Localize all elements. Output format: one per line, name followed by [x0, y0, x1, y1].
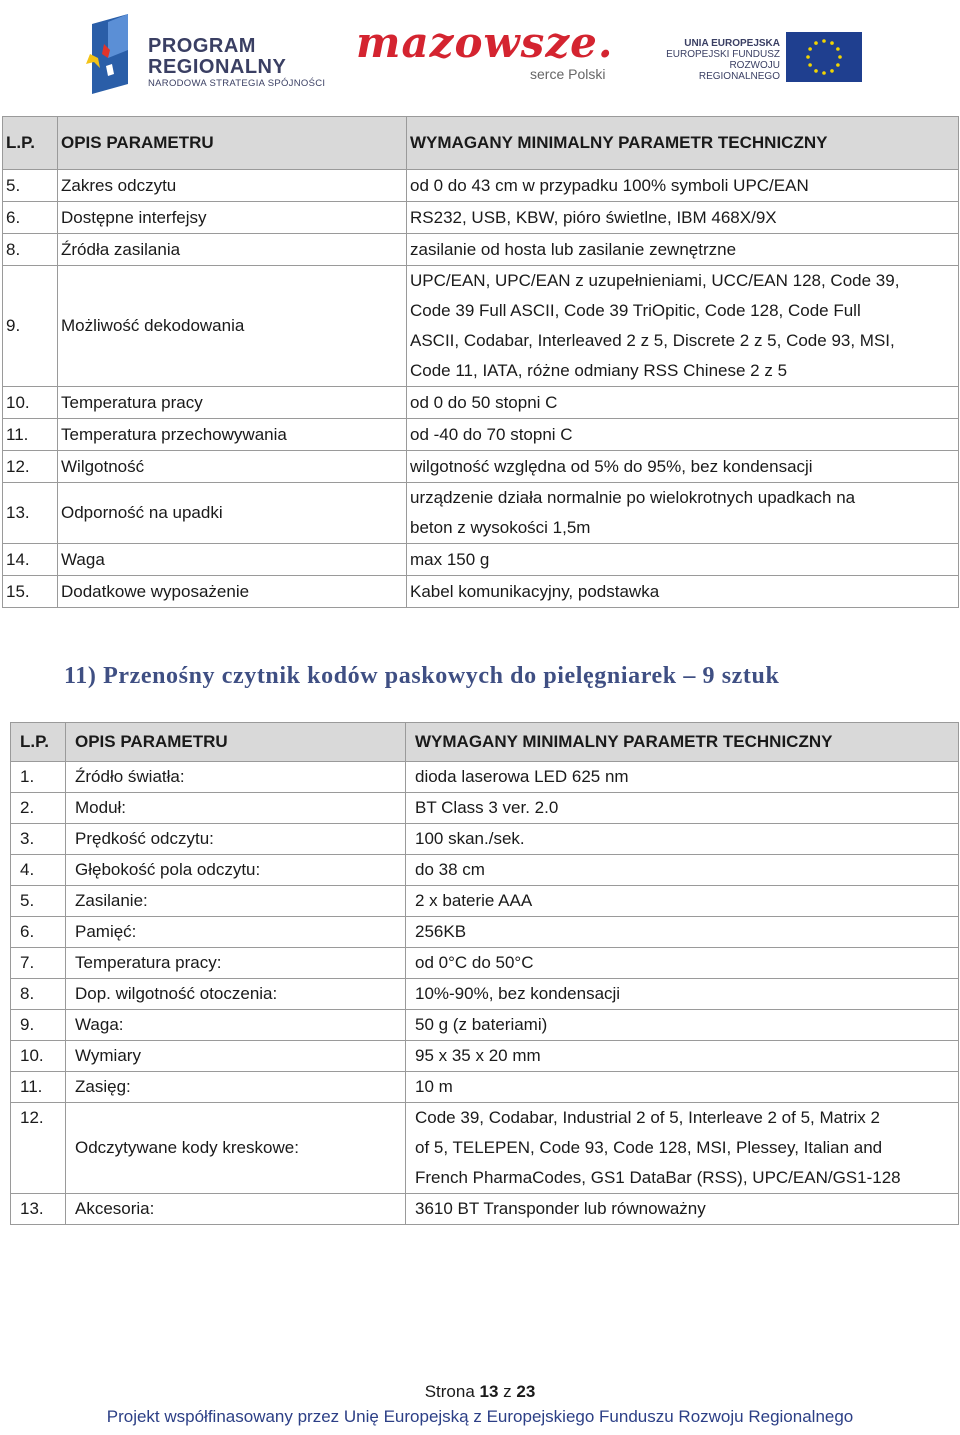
table-row: [11, 948, 959, 979]
table-row: [11, 1041, 959, 1072]
table-row: [3, 170, 959, 202]
eu-star-icon: [822, 39, 826, 43]
header-lp: L.P.: [11, 723, 66, 762]
row-value-line: dioda laserowa LED 625 nm: [415, 767, 629, 786]
row-param: Wilgotność: [58, 451, 407, 483]
table-row: [11, 855, 959, 886]
row-lp: 2.: [11, 793, 66, 824]
row-value-line: od 0 do 43 cm w przypadku 100% symboli UPC/EAN: [410, 175, 809, 195]
row-lp: 10.: [11, 1041, 66, 1072]
row-lp: 15.: [3, 576, 58, 608]
row-param: Akcesoria:: [66, 1194, 406, 1225]
row-param: Zasięg:: [66, 1072, 406, 1103]
row-value-line: 2 x baterie AAA: [415, 891, 533, 910]
table-row: [3, 451, 959, 483]
table-row: [11, 886, 959, 917]
row-lp: 13.: [3, 483, 58, 544]
row-param: Źródło światła:: [66, 762, 406, 793]
row-lp: 6.: [11, 917, 66, 948]
row-param: Moduł:: [66, 793, 406, 824]
row-value: [407, 266, 959, 387]
row-value-line: od 0°C do 50°C: [415, 953, 534, 972]
row-param: Waga:: [66, 1010, 406, 1041]
table-row: [11, 917, 959, 948]
row-lp: 3.: [11, 824, 66, 855]
table-row: [11, 979, 959, 1010]
row-value: [407, 544, 959, 576]
row-lp: 4.: [11, 855, 66, 886]
table-row: [3, 483, 959, 544]
unia-europejska-logo: [646, 32, 868, 84]
row-lp: 10.: [3, 387, 58, 419]
row-param: Dop. wilgotność otoczenia:: [66, 979, 406, 1010]
table-row: [11, 762, 959, 793]
header-param: OPIS PARAMETRU: [58, 117, 407, 170]
row-value-line: 3610 BT Transponder lub równoważny: [415, 1199, 706, 1218]
program-regionalny-emblem-icon: [84, 14, 144, 94]
eu-star-icon: [806, 55, 810, 59]
table-row: [3, 266, 959, 387]
table-row: [3, 202, 959, 234]
header-value: WYMAGANY MINIMALNY PARAMETR TECHNICZNY: [406, 723, 959, 762]
program-regionalny-subtitle: NARODOWA STRATEGIA SPÓJNOŚCI: [148, 78, 326, 89]
row-value-line: beton z wysokości 1,5m: [410, 518, 591, 537]
row-value-line: 10%-90%, bez kondensacji: [415, 984, 621, 1003]
row-lp: 14.: [3, 544, 58, 576]
row-value-line: 256KB: [415, 922, 467, 941]
row-lp: 1.: [11, 762, 66, 793]
eu-star-icon: [830, 69, 834, 73]
row-param: Temperatura przechowywania: [58, 419, 407, 451]
row-value: [407, 170, 959, 202]
row-value: [406, 793, 959, 824]
row-value: [407, 202, 959, 234]
row-value: [406, 855, 959, 886]
header-param: OPIS PARAMETRU: [66, 723, 406, 762]
row-value-line: BT Class 3 ver. 2.0: [415, 798, 559, 817]
row-lp: 9.: [3, 266, 58, 387]
row-value-line: 100 skan./sek.: [415, 829, 525, 848]
row-value-line: 50 g (z bateriami): [415, 1015, 548, 1034]
row-lp: 11.: [3, 419, 58, 451]
header-value: WYMAGANY MINIMALNY PARAMETR TECHNICZNY: [407, 117, 959, 170]
row-param: Waga: [58, 544, 407, 576]
row-value-line: do 38 cm: [415, 860, 485, 879]
eu-star-icon: [808, 63, 812, 67]
header-logos: [0, 0, 960, 100]
row-lp: 12.: [11, 1103, 66, 1194]
eu-star-icon: [830, 41, 834, 45]
row-lp: 11.: [11, 1072, 66, 1103]
row-param: Temperatura pracy: [58, 387, 407, 419]
row-lp: 9.: [11, 1010, 66, 1041]
row-value-line: French PharmaCodes, GS1 DataBar (RSS), UPC/EAN/GS1-128: [415, 1168, 901, 1187]
row-value: [407, 387, 959, 419]
section-title: 11) Przenośny czytnik kodów paskowych do pielęgniarek – 9 sztuk: [64, 663, 780, 689]
row-value-line: max 150 g: [410, 549, 490, 569]
row-param: Temperatura pracy:: [66, 948, 406, 979]
row-param: Źródła zasilania: [58, 234, 407, 266]
eu-star-icon: [808, 47, 812, 51]
row-value-line: ASCII, Codabar, Interleaved 2 z 5, Discrete 2 z 5, Code 93, MSI,: [410, 331, 895, 350]
table-header-row: [11, 723, 959, 762]
row-value: [406, 1041, 959, 1072]
row-value-line: 10 m: [415, 1077, 453, 1096]
row-value-line: RS232, USB, KBW, pióro świetlne, IBM 468X/9X: [410, 207, 777, 227]
table-row: [3, 576, 959, 608]
row-param: Odczytywane kody kreskowe:: [66, 1103, 406, 1194]
mazowsze-subtitle: serce Polski: [530, 66, 606, 82]
row-param: Odporność na upadki: [58, 483, 407, 544]
spec-table-1: [2, 116, 959, 608]
row-value: [406, 1072, 959, 1103]
table-row: [3, 234, 959, 266]
row-param: Wymiary: [66, 1041, 406, 1072]
table-row: [11, 1103, 959, 1194]
row-param: Możliwość dekodowania: [58, 266, 407, 387]
row-param: Pamięć:: [66, 917, 406, 948]
unia-europejska-text: UNIA EUROPEJSKA EUROPEJSKI FUNDUSZ ROZWOJU REGIONALNEGO: [666, 38, 780, 82]
row-lp: 13.: [11, 1194, 66, 1225]
row-value: [406, 1194, 959, 1225]
footer-note: Projekt współfinasowany przez Unię Europejską z Europejskiego Funduszu Rozwoju Regionalnego: [106, 1407, 854, 1426]
row-param: Dodatkowe wyposażenie: [58, 576, 407, 608]
row-value: [407, 234, 959, 266]
eu-star-icon: [836, 47, 840, 51]
row-lp: 5.: [11, 886, 66, 917]
eu-star-icon: [822, 71, 826, 75]
row-value-line: UPC/EAN, UPC/EAN z uzupełnieniami, UCC/EAN 128, Code 39,: [410, 271, 900, 290]
row-value-line: of 5, TELEPEN, Code 93, Code 128, MSI, Plessey, Italian and: [415, 1138, 883, 1157]
program-regionalny-title: PROGRAM REGIONALNY: [148, 35, 287, 78]
table-row: [3, 387, 959, 419]
mazowsze-wordmark: mazowsze.: [356, 18, 614, 67]
header-lp: L.P.: [3, 117, 58, 170]
table-header-row: [3, 117, 959, 170]
row-value-line: od -40 do 70 stopni C: [410, 424, 573, 444]
row-lp: 12.: [3, 451, 58, 483]
eu-flag-icon: [786, 32, 862, 82]
row-param: Prędkość odczytu:: [66, 824, 406, 855]
program-regionalny-logo: [84, 14, 324, 96]
row-value: [407, 419, 959, 451]
row-value-line: Code 39, Codabar, Industrial 2 of 5, Interleave 2 of 5, Matrix 2: [415, 1108, 880, 1127]
row-lp: 6.: [3, 202, 58, 234]
table-row: [3, 419, 959, 451]
page-number: Strona 13 z 23: [424, 1382, 536, 1401]
table-row: [11, 1072, 959, 1103]
table-row: [11, 793, 959, 824]
row-value-line: urządzenie działa normalnie po wielokrotnych upadkach na: [410, 488, 856, 507]
row-value: [406, 948, 959, 979]
row-value: [406, 1103, 959, 1194]
row-lp: 8.: [11, 979, 66, 1010]
row-lp: 8.: [3, 234, 58, 266]
row-value: [406, 1010, 959, 1041]
row-param: Dostępne interfejsy: [58, 202, 407, 234]
row-value-line: Code 39 Full ASCII, Code 39 TriOpitic, Code 128, Code Full: [410, 301, 861, 320]
table-row: [11, 1194, 959, 1225]
eu-star-icon: [836, 63, 840, 67]
row-value-line: od 0 do 50 stopni C: [410, 392, 558, 412]
row-value: [406, 886, 959, 917]
row-value: [407, 451, 959, 483]
eu-star-icon: [814, 41, 818, 45]
row-value: [407, 483, 959, 544]
eu-star-icon: [814, 69, 818, 73]
row-value: [406, 917, 959, 948]
row-value: [406, 824, 959, 855]
row-lp: 5.: [3, 170, 58, 202]
row-value-line: zasilanie od hosta lub zasilanie zewnętrzne: [410, 239, 737, 259]
row-value-line: Code 11, IATA, różne odmiany RSS Chinese 2 z 5: [410, 361, 788, 380]
row-value: [406, 762, 959, 793]
mazowsze-logo: [356, 18, 616, 88]
row-value: [406, 979, 959, 1010]
row-value-line: wilgotność względna od 5% do 95%, bez kondensacji: [410, 456, 813, 476]
row-param: Zakres odczytu: [58, 170, 407, 202]
row-value-line: Kabel komunikacyjny, podstawka: [410, 581, 660, 601]
row-param: Zasilanie:: [66, 886, 406, 917]
row-value: [407, 576, 959, 608]
row-param: Głębokość pola odczytu:: [66, 855, 406, 886]
table-row: [3, 544, 959, 576]
row-value-line: 95 x 35 x 20 mm: [415, 1046, 541, 1065]
table-row: [11, 1010, 959, 1041]
table-row: [11, 824, 959, 855]
spec-table-2: [10, 722, 959, 1225]
eu-star-icon: [838, 55, 842, 59]
row-lp: 7.: [11, 948, 66, 979]
